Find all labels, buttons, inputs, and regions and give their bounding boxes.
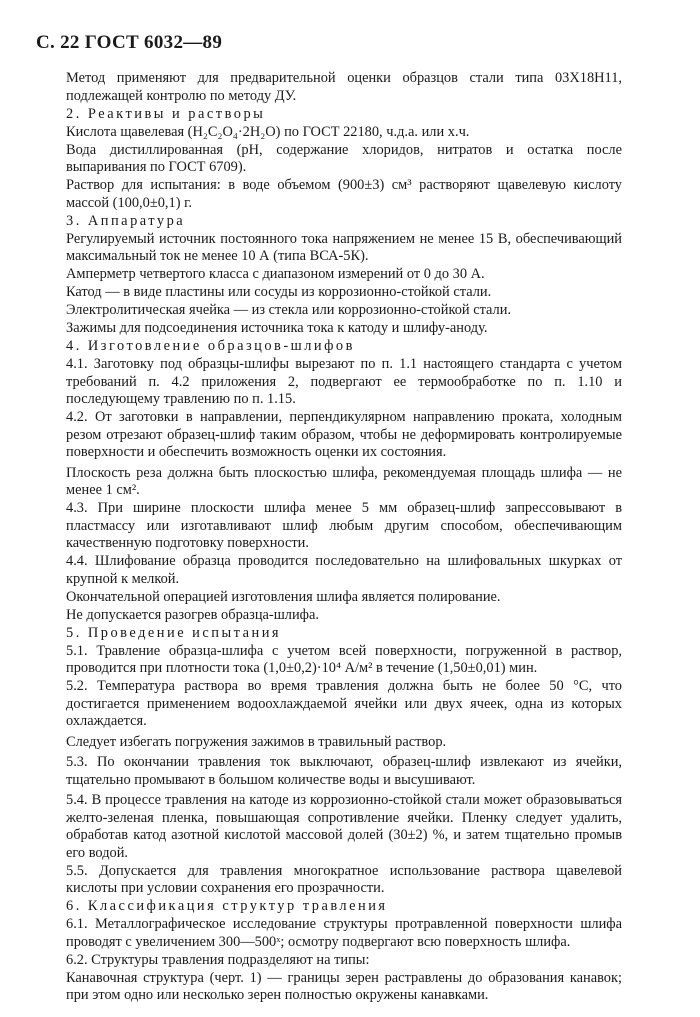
paragraph: 6.1. Металлографическое исследование структуры протравленной поверхности шлифа проводят с увеличением 300—500ˣ; осмотру подвергают всю поверхность шлифа. xyxy=(66,916,622,950)
paragraph: 4.2. От заготовки в направлении, перпендикулярном направлению проката, холодным резом отрезают образец-шлиф таким образом, чтобы не деформировать контролируемые поверхности и обеспечить возможность оценки их состояния. xyxy=(66,409,622,460)
section-heading-classification: 6. Классификация структур травления xyxy=(66,898,388,914)
paragraph: Плоскость реза должна быть плоскостью шлифа, рекомендуемая площадь шлифа — не менее 1 см². xyxy=(66,464,622,498)
paragraph: 5.1. Травление образца-шлифа с учетом всей поверхности, погруженной в раствор, проводится при плотности тока (1,0±0,2)·10⁴ А/м² в течение (1,50±0,01) мин. xyxy=(66,642,622,676)
paragraph: Канавочная структура (черт. 1) — границы зерен растравлены до образования канавок; при этом одно или несколько зерен полностью окружены канавками. xyxy=(66,969,622,1003)
paragraph: Раствор для испытания: в воде объемом (900±3) см³ растворяют щавелевую кислоту массой (100,0±0,1) г. xyxy=(66,177,622,211)
paragraph: 4.1. Заготовку под образцы-шлифы вырезают по п. 1.1 настоящего стандарта с учетом требований п. 4.2 приложения 2, подвергают ее термообработке по п. 1.10 и последующему травлению по п. 1.15. xyxy=(66,356,622,407)
paragraph: 5.4. В процессе травления на катоде из коррозионно-стойкой стали может образовываться желто-зеленая пленка, повышающая сопротивление ячейки. Пленку следует удалить, обработав катод азотной кислотой массовой долей (30±2) %, и затем тщательно промыв его водой. xyxy=(66,792,622,861)
paragraph: 5.2. Температура раствора во время травления должна быть не более 50 °С, что достигается применением водоохлаждаемой ячейки или двух ячеек, одна из которых охлаждается. xyxy=(66,678,622,729)
section-heading-testing: 5. Проведение испытания xyxy=(66,624,282,641)
paragraph: 6.2. Структуры травления подразделяют на типы: xyxy=(66,951,370,968)
section-heading-apparatus: 3. Аппаратура xyxy=(66,212,186,229)
paragraph: Амперметр четвертого класса с диапазоном измерений от 0 до 30 А. xyxy=(66,266,485,282)
paragraph: 5.5. Допускается для травления многократное использование раствора щавелевой кислоты при условии сохранения его прозрачности. xyxy=(66,862,622,896)
paragraph: Катод — в виде пластины или сосуды из коррозионно-стойкой стали. xyxy=(66,284,492,300)
page-header: С. 22 ГОСТ 6032—89 xyxy=(36,32,223,53)
document-body xyxy=(66,70,622,1005)
paragraph: Окончательной операцией изготовления шлифа является полирование. xyxy=(66,588,501,605)
paragraph: Метод применяют для предварительной оценки образцов стали типа 03Х18Н11, подлежащей контролю по методу ДУ. xyxy=(66,70,622,104)
paragraph: 4.3. При ширине плоскости шлифа менее 5 мм образец-шлиф запрессовывают в пластмассу или изготавливают шлиф любым другим способом, обеспечивающим качественную подготовку поверхности. xyxy=(66,500,622,551)
paragraph: Зажимы для подсоединения источника тока к катоду и шлифу-аноду. xyxy=(66,320,488,336)
paragraph: Следует избегать погружения зажимов в травильный раствор. xyxy=(66,733,447,750)
paragraph: 4.4. Шлифование образца проводится последовательно на шлифовальных шкурках от крупной к мелкой. xyxy=(66,553,622,587)
section-heading-reagents: 2. Реактивы и растворы xyxy=(66,105,266,122)
paragraph: Электролитическая ячейка — из стекла или коррозионно-стойкой стали. xyxy=(66,302,512,318)
paragraph: Кислота щавелевая (H₂C₂O₄·2H₂O) по ГОСТ 22180, ч.д.а. или х.ч. xyxy=(66,123,470,140)
paragraph: Регулируемый источник постоянного тока напряжением не менее 15 В, обеспечивающий максимальный ток не менее 10 А (типа ВСА-5К). xyxy=(66,230,622,264)
paragraph: 5.3. По окончании травления ток выключают, образец-шлиф извлекают из ячейки, тщательно промывают в большом количестве воды и высушивают. xyxy=(66,754,622,788)
paragraph: Вода дистиллированная (pH, содержание хлоридов, нитратов и остатка после выпаривания по ГОСТ 6709). xyxy=(66,141,622,175)
section-heading-samples: 4. Изготовление образцов-шлифов xyxy=(66,338,355,354)
paragraph: Не допускается разогрев образца-шлифа. xyxy=(66,606,319,623)
